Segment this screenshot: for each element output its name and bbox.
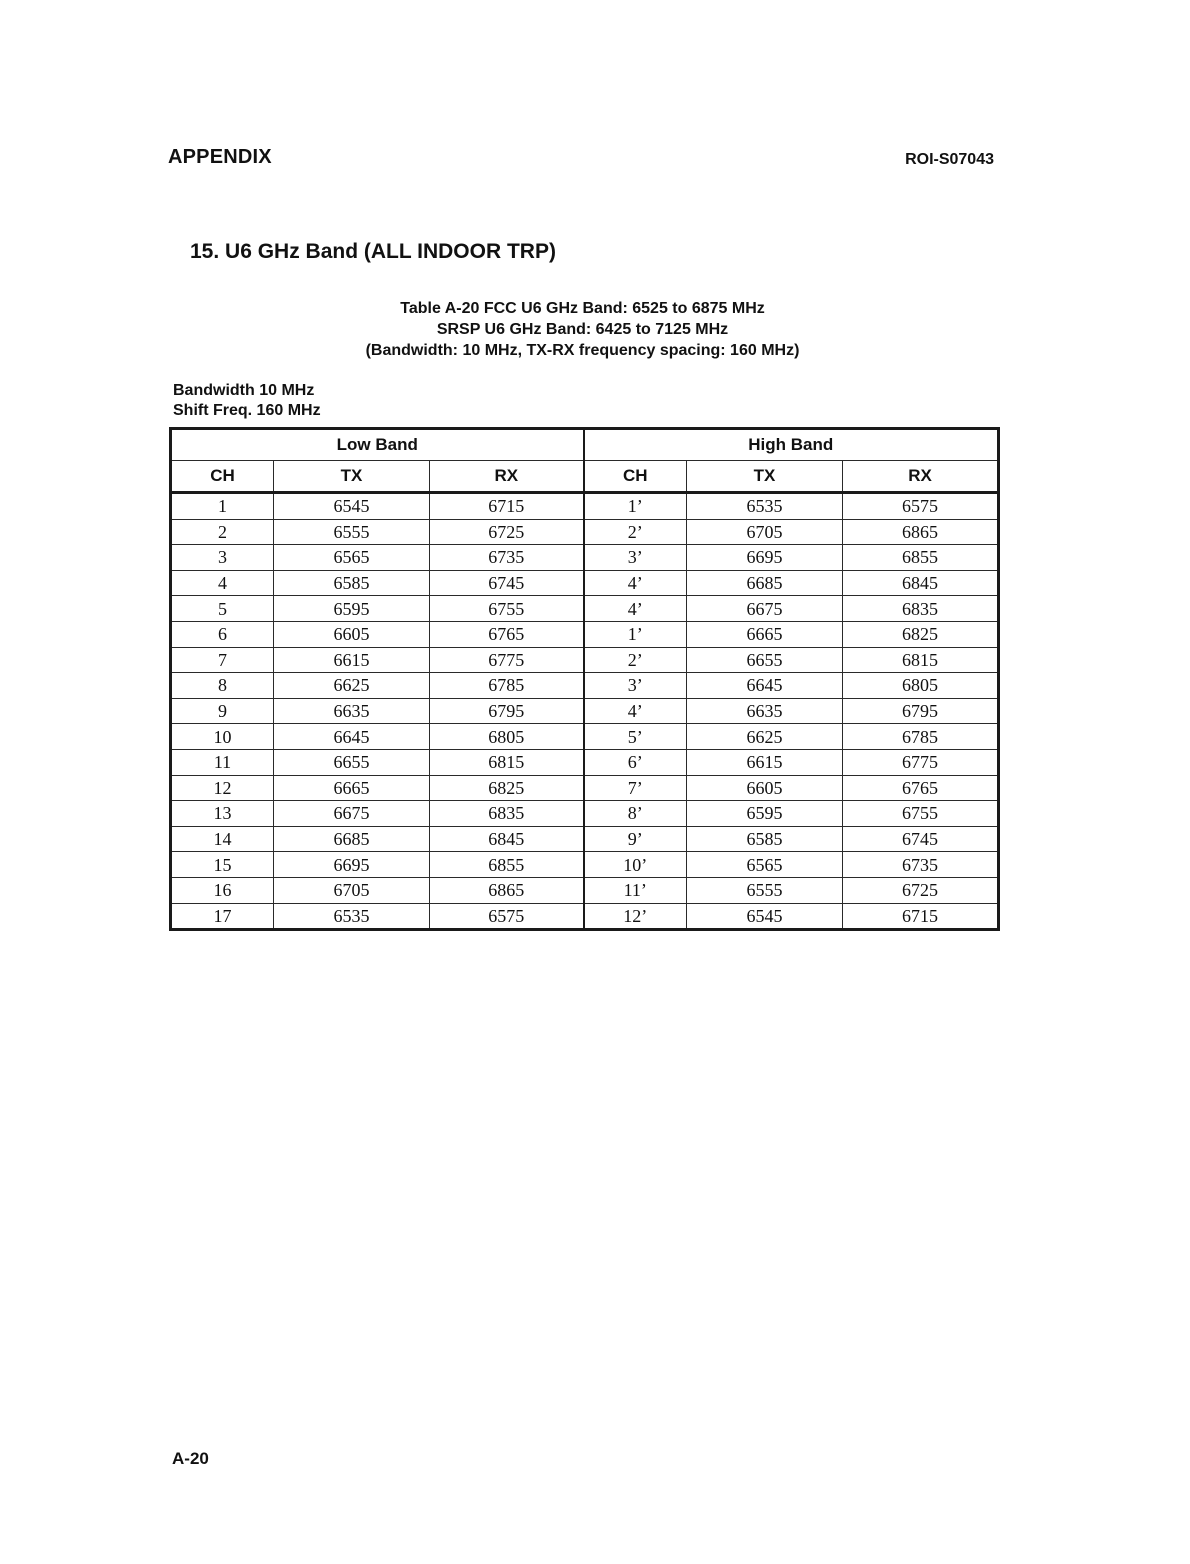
- cell-low-rx: 6805: [430, 724, 584, 750]
- cell-low-tx: 6595: [274, 596, 430, 622]
- cell-high-rx: 6785: [843, 724, 999, 750]
- channel-frequency-table: [169, 427, 1000, 931]
- cell-low-ch: 11: [171, 749, 274, 775]
- table-row: [171, 673, 999, 699]
- table-row: [171, 621, 999, 647]
- cell-low-rx: 6815: [430, 749, 584, 775]
- table-row: [171, 852, 999, 878]
- cell-high-ch: 8’: [584, 801, 687, 827]
- table-row: [171, 596, 999, 622]
- cell-high-rx: 6865: [843, 519, 999, 545]
- cell-high-tx: 6705: [687, 519, 843, 545]
- cell-low-rx: 6575: [430, 903, 584, 930]
- cell-high-rx: 6835: [843, 596, 999, 622]
- cell-low-tx: 6665: [274, 775, 430, 801]
- column-header-low-tx: TX: [274, 461, 430, 493]
- cell-low-tx: 6605: [274, 621, 430, 647]
- cell-low-rx: 6845: [430, 826, 584, 852]
- table-body: [171, 493, 999, 930]
- cell-high-ch: 10’: [584, 852, 687, 878]
- cell-low-ch: 8: [171, 673, 274, 699]
- cell-low-ch: 12: [171, 775, 274, 801]
- cell-high-rx: 6765: [843, 775, 999, 801]
- cell-low-ch: 5: [171, 596, 274, 622]
- cell-low-tx: 6635: [274, 698, 430, 724]
- table-row: [171, 545, 999, 571]
- cell-low-tx: 6655: [274, 749, 430, 775]
- cell-low-rx: 6865: [430, 877, 584, 903]
- table-caption: [330, 298, 835, 361]
- table-row: [171, 724, 999, 750]
- cell-high-ch: 12’: [584, 903, 687, 930]
- cell-high-tx: 6625: [687, 724, 843, 750]
- low-band-header: Low Band: [171, 429, 584, 461]
- cell-low-rx: 6715: [430, 493, 584, 520]
- cell-low-rx: 6765: [430, 621, 584, 647]
- cell-low-tx: 6555: [274, 519, 430, 545]
- table-row: [171, 903, 999, 930]
- cell-low-rx: 6795: [430, 698, 584, 724]
- cell-high-tx: 6685: [687, 570, 843, 596]
- cell-high-ch: 4’: [584, 596, 687, 622]
- column-header-low-rx: RX: [430, 461, 584, 493]
- column-header-row: [171, 461, 999, 493]
- cell-high-rx: 6575: [843, 493, 999, 520]
- cell-low-ch: 7: [171, 647, 274, 673]
- caption-line-2: SRSP U6 GHz Band: 6425 to 7125 MHz: [436, 321, 729, 338]
- cell-high-rx: 6815: [843, 647, 999, 673]
- cell-low-ch: 13: [171, 801, 274, 827]
- cell-low-rx: 6725: [430, 519, 584, 545]
- cell-high-ch: 6’: [584, 749, 687, 775]
- cell-high-tx: 6565: [687, 852, 843, 878]
- cell-low-tx: 6695: [274, 852, 430, 878]
- cell-low-rx: 6775: [430, 647, 584, 673]
- column-header-high-rx: RX: [843, 461, 999, 493]
- cell-low-rx: 6755: [430, 596, 584, 622]
- cell-low-tx: 6615: [274, 647, 430, 673]
- cell-low-rx: 6745: [430, 570, 584, 596]
- cell-high-ch: 2’: [584, 519, 687, 545]
- cell-low-ch: 16: [171, 877, 274, 903]
- cell-low-ch: 4: [171, 570, 274, 596]
- column-header-high-tx: TX: [687, 461, 843, 493]
- cell-high-tx: 6675: [687, 596, 843, 622]
- cell-low-tx: 6545: [274, 493, 430, 520]
- cell-low-tx: 6685: [274, 826, 430, 852]
- cell-low-tx: 6675: [274, 801, 430, 827]
- cell-high-tx: 6595: [687, 801, 843, 827]
- caption-line-1: Table A-20 FCC U6 GHz Band: 6525 to 6875 MHz: [400, 300, 765, 317]
- cell-low-ch: 3: [171, 545, 274, 571]
- cell-high-tx: 6655: [687, 647, 843, 673]
- section-title: 15. U6 GHz Band (ALL INDOOR TRP): [190, 240, 556, 263]
- table-row: [171, 647, 999, 673]
- table-row: [171, 749, 999, 775]
- shift-frequency-note: Shift Freq. 160 MHz: [173, 402, 321, 419]
- cell-high-ch: 1’: [584, 621, 687, 647]
- cell-high-tx: 6635: [687, 698, 843, 724]
- cell-low-ch: 2: [171, 519, 274, 545]
- cell-low-ch: 17: [171, 903, 274, 930]
- cell-high-rx: 6795: [843, 698, 999, 724]
- cell-high-rx: 6715: [843, 903, 999, 930]
- cell-high-rx: 6735: [843, 852, 999, 878]
- cell-high-ch: 4’: [584, 698, 687, 724]
- cell-high-rx: 6725: [843, 877, 999, 903]
- cell-high-tx: 6645: [687, 673, 843, 699]
- cell-low-ch: 6: [171, 621, 274, 647]
- cell-low-rx: 6835: [430, 801, 584, 827]
- cell-high-ch: 9’: [584, 826, 687, 852]
- cell-high-rx: 6825: [843, 621, 999, 647]
- cell-low-ch: 1: [171, 493, 274, 520]
- cell-high-tx: 6605: [687, 775, 843, 801]
- document-id: ROI-S07043: [905, 151, 994, 168]
- cell-low-rx: 6855: [430, 852, 584, 878]
- cell-high-rx: 6855: [843, 545, 999, 571]
- cell-high-ch: 11’: [584, 877, 687, 903]
- table-row: [171, 775, 999, 801]
- cell-high-ch: 7’: [584, 775, 687, 801]
- cell-low-rx: 6735: [430, 545, 584, 571]
- cell-high-rx: 6775: [843, 749, 999, 775]
- cell-high-ch: 3’: [584, 545, 687, 571]
- cell-low-ch: 14: [171, 826, 274, 852]
- column-header-high-ch: CH: [584, 461, 687, 493]
- band-header-row: [171, 429, 999, 461]
- table-row: [171, 570, 999, 596]
- cell-low-tx: 6645: [274, 724, 430, 750]
- cell-low-ch: 9: [171, 698, 274, 724]
- cell-high-tx: 6535: [687, 493, 843, 520]
- table-row: [171, 877, 999, 903]
- cell-high-tx: 6545: [687, 903, 843, 930]
- caption-line-3: (Bandwidth: 10 MHz, TX-RX frequency spacing: 160 MHz): [365, 342, 800, 359]
- cell-low-tx: 6565: [274, 545, 430, 571]
- cell-high-rx: 6805: [843, 673, 999, 699]
- cell-high-rx: 6745: [843, 826, 999, 852]
- cell-low-rx: 6785: [430, 673, 584, 699]
- high-band-header: High Band: [584, 429, 999, 461]
- bandwidth-note: Bandwidth 10 MHz: [173, 382, 315, 399]
- cell-high-ch: 4’: [584, 570, 687, 596]
- cell-high-rx: 6755: [843, 801, 999, 827]
- cell-high-ch: 3’: [584, 673, 687, 699]
- appendix-heading: APPENDIX: [168, 146, 272, 168]
- cell-high-rx: 6845: [843, 570, 999, 596]
- cell-low-ch: 15: [171, 852, 274, 878]
- cell-high-ch: 1’: [584, 493, 687, 520]
- cell-high-tx: 6585: [687, 826, 843, 852]
- cell-low-tx: 6705: [274, 877, 430, 903]
- column-header-low-ch: CH: [171, 461, 274, 493]
- cell-high-tx: 6665: [687, 621, 843, 647]
- table-row: [171, 493, 999, 520]
- cell-high-tx: 6615: [687, 749, 843, 775]
- page-number: A-20: [172, 1449, 209, 1468]
- cell-high-tx: 6695: [687, 545, 843, 571]
- cell-high-tx: 6555: [687, 877, 843, 903]
- cell-low-ch: 10: [171, 724, 274, 750]
- cell-high-ch: 2’: [584, 647, 687, 673]
- cell-high-ch: 5’: [584, 724, 687, 750]
- cell-low-tx: 6535: [274, 903, 430, 930]
- table-notes: [173, 381, 321, 421]
- table-row: [171, 698, 999, 724]
- cell-low-tx: 6625: [274, 673, 430, 699]
- table-row: [171, 519, 999, 545]
- table-row: [171, 801, 999, 827]
- table-row: [171, 826, 999, 852]
- cell-low-tx: 6585: [274, 570, 430, 596]
- cell-low-rx: 6825: [430, 775, 584, 801]
